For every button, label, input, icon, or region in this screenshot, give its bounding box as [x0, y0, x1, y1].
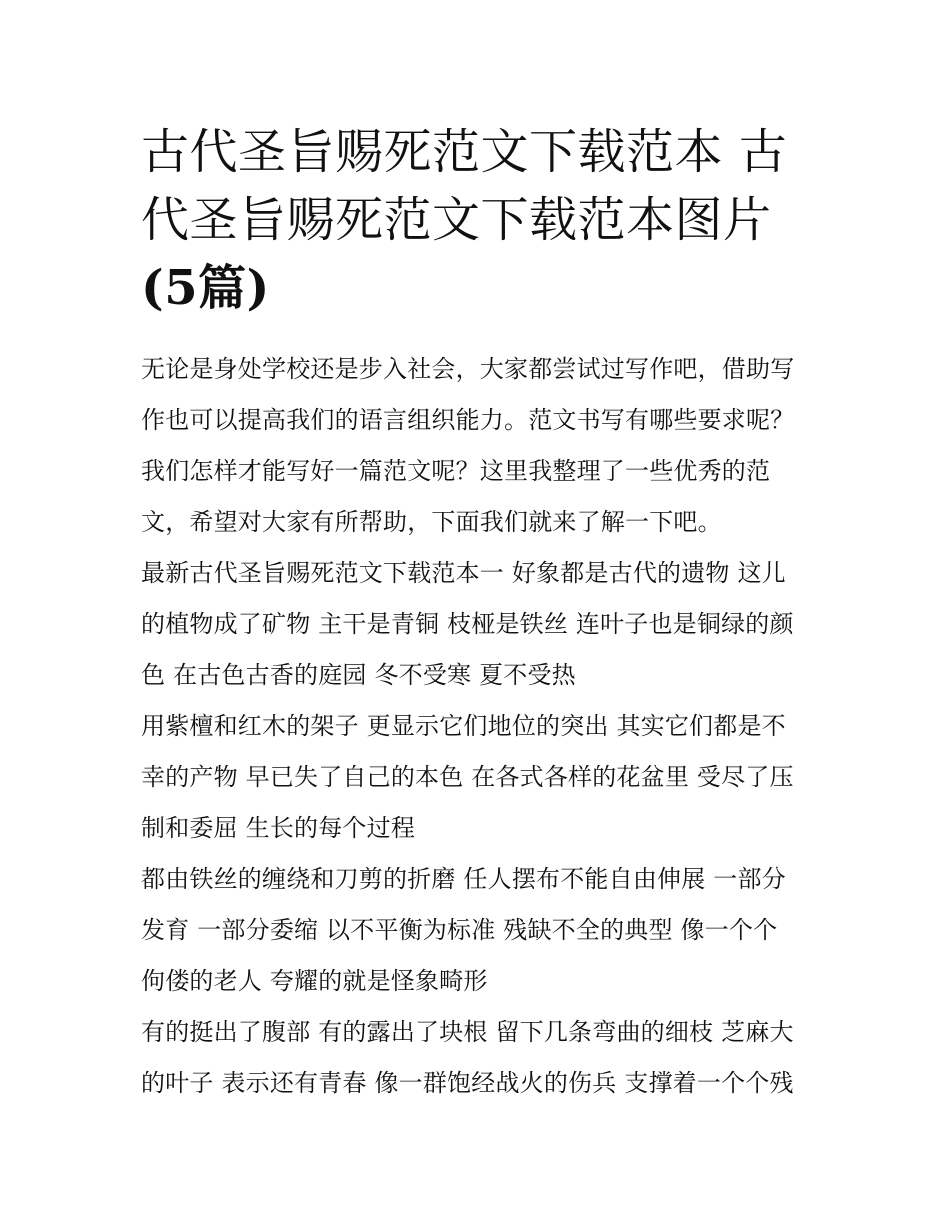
document-page — [141, 118, 821, 1109]
body-line: 发育 一部分委缩 以不平衡为标准 残缺不全的典型 像一个个 — [141, 916, 778, 944]
body-line: 文，希望对大家有所帮助，下面我们就来了解一下吧。 — [141, 508, 722, 536]
title-line: (5篇) — [141, 260, 270, 316]
title-line: 古代圣旨赐死范文下载范本 古 — [141, 124, 788, 180]
body-line: 最新古代圣旨赐死范文下载范本一 好象都是古代的遗物 这儿 — [141, 559, 786, 587]
body-line: 无论是身处学校还是步入社会，大家都尝试过写作吧，借助写 — [141, 355, 795, 383]
body-line: 都由铁丝的缠绕和刀剪的折磨 任人摆布不能自由伸展 一部分 — [141, 865, 786, 893]
body-line: 制和委屈 生长的每个过程 — [141, 814, 416, 842]
document-title — [141, 118, 821, 322]
title-line: 代圣旨赐死范文下载范本图片 — [141, 192, 772, 248]
document-body — [141, 344, 821, 1109]
body-line: 作也可以提高我们的语言组织能力。范文书写有哪些要求呢？ — [141, 406, 795, 434]
body-line: 用紫檀和红木的架子 更显示它们地位的突出 其实它们都是不 — [141, 712, 786, 740]
body-line: 我们怎样才能写好一篇范文呢？这里我整理了一些优秀的范 — [141, 457, 771, 485]
body-line: 佝偻的老人 夸耀的就是怪象畸形 — [141, 967, 488, 995]
body-line: 色 在古色古香的庭园 冬不受寒 夏不受热 — [141, 661, 576, 689]
body-line: 有的挺出了腹部 有的露出了块根 留下几条弯曲的细枝 芝麻大 — [141, 1018, 794, 1046]
body-line: 幸的产物 早已失了自己的本色 在各式各样的花盆里 受尽了压 — [141, 763, 794, 791]
body-line: 的植物成了矿物 主干是青铜 枝桠是铁丝 连叶子也是铜绿的颜 — [141, 610, 794, 638]
body-line: 的叶子 表示还有青春 像一群饱经战火的伤兵 支撑着一个个残 — [141, 1069, 794, 1097]
